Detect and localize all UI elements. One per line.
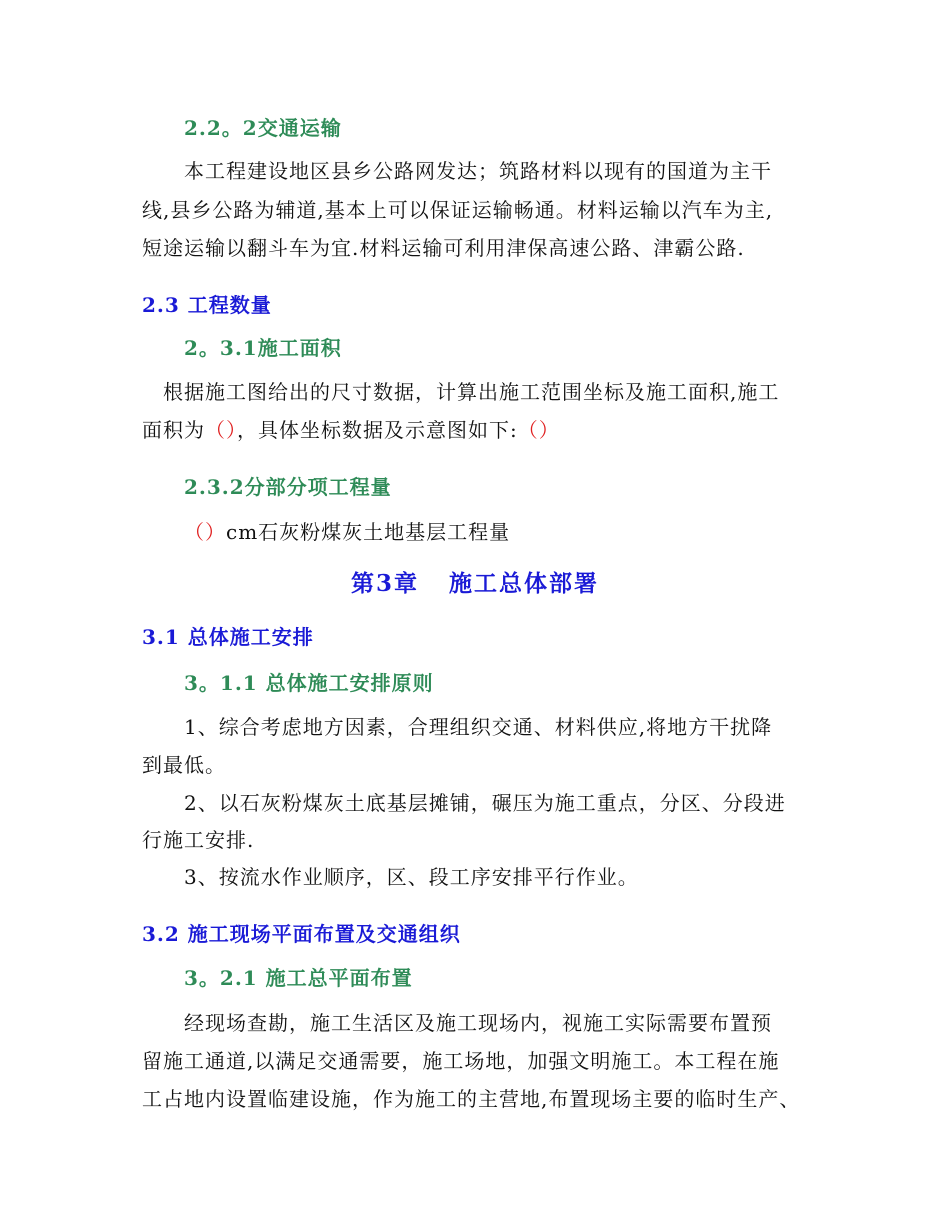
paragraph-line: 2、以石灰粉煤灰土底基层摊铺，碾压为施工重点，分区、分段进 — [184, 791, 786, 815]
text-segment: cm石灰粉煤灰土地基层工程量 — [226, 520, 511, 544]
blank-placeholder: （） — [184, 520, 226, 544]
heading-2-2-2: 2.2。2交通运输 — [184, 116, 342, 140]
blank-placeholder: （） — [517, 418, 560, 442]
heading-2-3: 2.3 工程数量 — [142, 293, 272, 317]
paragraph-line: 到最低。 — [142, 753, 226, 777]
paragraph-line-with-blank — [184, 519, 510, 545]
text-segment: ，具体坐标数据及示意图如下: — [237, 418, 518, 442]
blank-placeholder: （） — [205, 418, 237, 442]
paragraph-line-with-blanks — [142, 417, 560, 443]
paragraph-line: 短途运输以翻斗车为宜.材料运输可利用津保高速公路、津霸公路. — [142, 236, 745, 260]
heading-3-1: 3.1 总体施工安排 — [142, 625, 314, 649]
paragraph-line: 经现场查勘，施工生活区及施工现场内，视施工实际需要布置预 — [184, 1011, 772, 1035]
paragraph-line: 工占地内设置临建设施，作为施工的主营地,布置现场主要的临时生产、 — [142, 1087, 801, 1111]
heading-2-3-1: 2。3.1施工面积 — [184, 336, 342, 360]
paragraph-line: 本工程建设地区县乡公路网发达；筑路材料以现有的国道为主干 — [184, 159, 772, 183]
heading-3-2: 3.2 施工现场平面布置及交通组织 — [142, 922, 461, 946]
text-segment: 面积为 — [142, 418, 205, 442]
paragraph-line: 根据施工图给出的尺寸数据，计算出施工范围坐标及施工面积,施工 — [163, 380, 780, 404]
paragraph-line: 3、按流水作业顺序，区、段工序安排平行作业。 — [184, 865, 639, 889]
paragraph-line: 线,县乡公路为辅道,基本上可以保证运输畅通。材料运输以汽车为主, — [142, 198, 774, 222]
heading-2-3-2: 2.3.2分部分项工程量 — [184, 475, 392, 499]
paragraph-line: 行施工安排. — [142, 828, 255, 852]
heading-3-2-1: 3。2.1 施工总平面布置 — [184, 966, 413, 990]
chapter-title: 第3章 施工总体部署 — [350, 570, 600, 597]
paragraph-line: 1、综合考虑地方因素，合理组织交通、材料供应,将地方干扰降 — [184, 715, 773, 739]
paragraph-line: 留施工通道,以满足交通需要，施工场地，加强文明施工。本工程在施 — [142, 1049, 780, 1073]
heading-3-1-1: 3。1.1 总体施工安排原则 — [184, 671, 434, 695]
